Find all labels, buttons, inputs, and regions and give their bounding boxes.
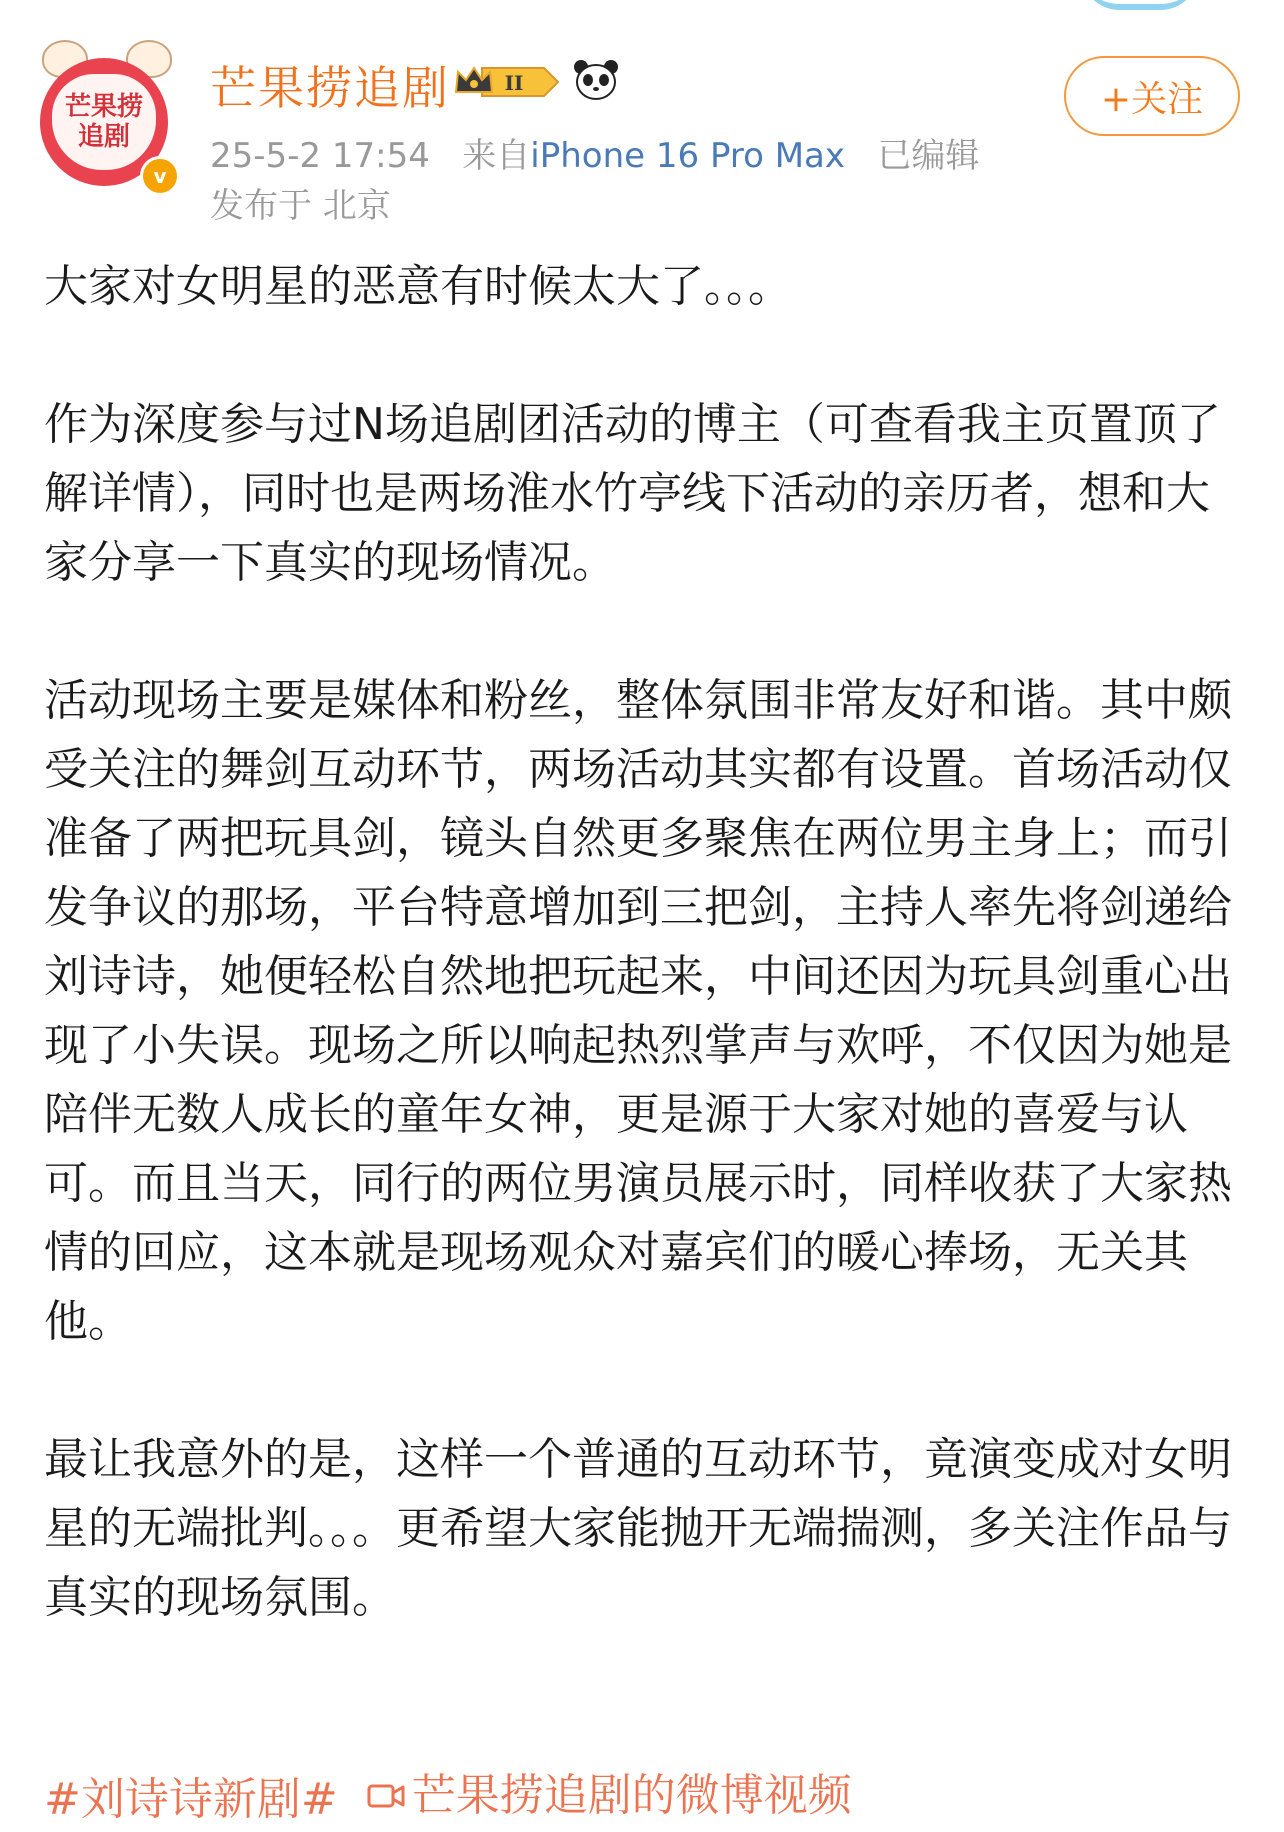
video-link[interactable] [366,1766,852,1826]
crown-level-text: II [504,71,524,95]
hashtag-link[interactable]: #刘诗诗新剧# [44,1774,338,1825]
post-meta [210,128,979,177]
post-paragraph: 活动现场主要是媒体和粉丝，整体氛围非常友好和谐。其中颇受关注的舞剑互动环节，两场活动其实都有设置。首场活动仅准备了两把玩具剑，镜头自然更多聚焦在两位男主身上；而引发争议的那场，平台特意增加到三把剑，主持人率先将剑递给刘诗诗，她便轻松自然地把玩起来，中间还因为玩具剑重心出现了小失误。现场之所以响起热烈掌声与欢呼，不仅因为她是陪伴无数人成长的童年女神，更是源于大家对她的喜爱与认可。而且当天，同行的两位男演员展示时，同样收获了大家热情的回应，这本就是现场观众对嘉宾们的暖心捧场，无关其他。 [44,675,1232,1347]
post-tags [44,1766,852,1830]
avatar-text-line1: 芒果捞 [64,92,143,122]
post-content [44,252,1244,1701]
post-device-link[interactable]: iPhone 16 Pro Max [530,136,845,176]
post-source-prefix: 来自 [462,136,531,176]
panda-icon [572,58,620,102]
username[interactable]: 芒果捞追剧 [210,61,450,115]
crown-level-badge-icon[interactable] [452,62,562,102]
post-edited-label[interactable]: 已编辑 [877,136,980,176]
avatar-text-line2: 追剧 [77,122,130,152]
avatar-logo [52,74,156,170]
follow-button[interactable]: +关注 [1064,56,1240,136]
post-timestamp: 25-5-2 17:54 [210,136,430,176]
video-link-label: 芒果捞追剧的微博视频 [411,1770,852,1821]
video-camera-icon [366,1778,406,1814]
post-paragraph: 作为深度参与过N场追剧团活动的博主（可查看我主页置顶了解详情），同时也是两场淮水竹亭线下活动的亲历者，想和大家分享一下真实的现场情况。 [44,399,1221,588]
verified-badge-icon: v [140,156,180,196]
post-paragraph: 大家对女明星的恶意有时候太大了。。。 [44,261,792,312]
post-location: 发布于 北京 [210,186,391,226]
top-decoration-arc [1080,0,1200,10]
avatar[interactable] [40,40,172,188]
post-paragraph: 最让我意外的是，这样一个普通的互动环节，竟演变成对女明星的无端批判。。。更希望大家能抛开无端揣测，多关注作品与真实的现场氛围。 [44,1434,1232,1623]
